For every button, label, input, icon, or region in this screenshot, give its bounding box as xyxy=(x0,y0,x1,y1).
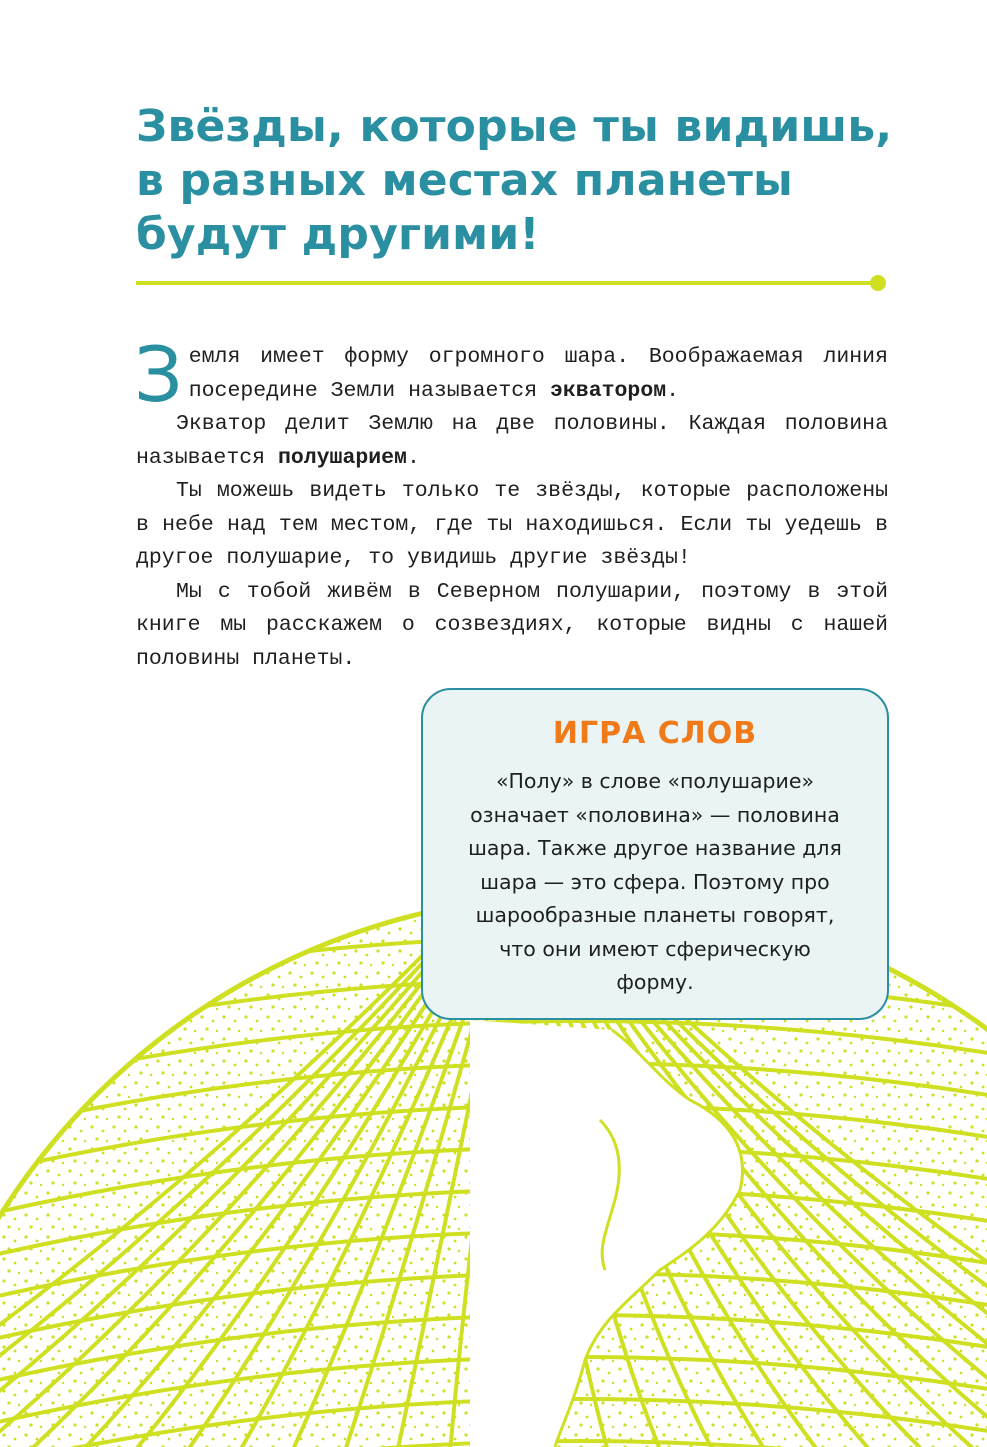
sidebar-line: что они имеют сферическую xyxy=(499,936,811,961)
drop-cap: З xyxy=(134,330,183,419)
paragraph: Мы с тобой живём в Северном полушарии, поэтому в этой книге мы расскажем о созвездиях, которые видны с нашей половины планеты. xyxy=(136,579,888,671)
paragraph-text: Экватор делит Землю на две половины. Каждая половина называется xyxy=(136,412,888,470)
page-title xyxy=(136,100,896,262)
sidebar-line: означает «половина» — половина xyxy=(470,802,840,827)
paragraph-end: . xyxy=(666,378,680,403)
title-divider xyxy=(136,281,878,285)
sidebar-line: шара — это сфера. Поэтому про xyxy=(480,869,830,894)
paragraph-text: емля имеет форму огромного шара. Воображаемая линия посередине Земли называется xyxy=(188,345,888,403)
sidebar-line: «Полу» в слове «полушарие» xyxy=(495,769,815,793)
sidebar-line: шарообразные планеты говорят, xyxy=(475,903,835,927)
term-equator: экватором xyxy=(550,378,667,403)
title-line: в разных местах планеты xyxy=(136,155,794,206)
sidebar-line: форму. xyxy=(616,970,694,994)
paragraph xyxy=(134,330,888,419)
divider-dot xyxy=(870,275,886,291)
title-line: Звёзды, которые ты видишь, xyxy=(136,101,893,152)
title-line: будут другими! xyxy=(136,209,540,260)
word-play-sidebar xyxy=(421,688,889,1020)
sidebar-line: шара. Также другое название для xyxy=(468,836,842,860)
paragraph-end: . xyxy=(406,445,420,470)
sidebar-text xyxy=(453,765,857,1000)
term-hemisphere: полушарием xyxy=(277,445,407,470)
sidebar-title: ИГРА СЛОВ xyxy=(552,716,758,751)
paragraph xyxy=(136,408,888,475)
paragraph: Ты можешь видеть только те звёзды, которые расположены в небе над тем местом, где ты находишься. Если ты уедешь в другое полушарие, то увидишь другие звёзды! xyxy=(136,479,888,570)
body-text xyxy=(134,330,888,676)
